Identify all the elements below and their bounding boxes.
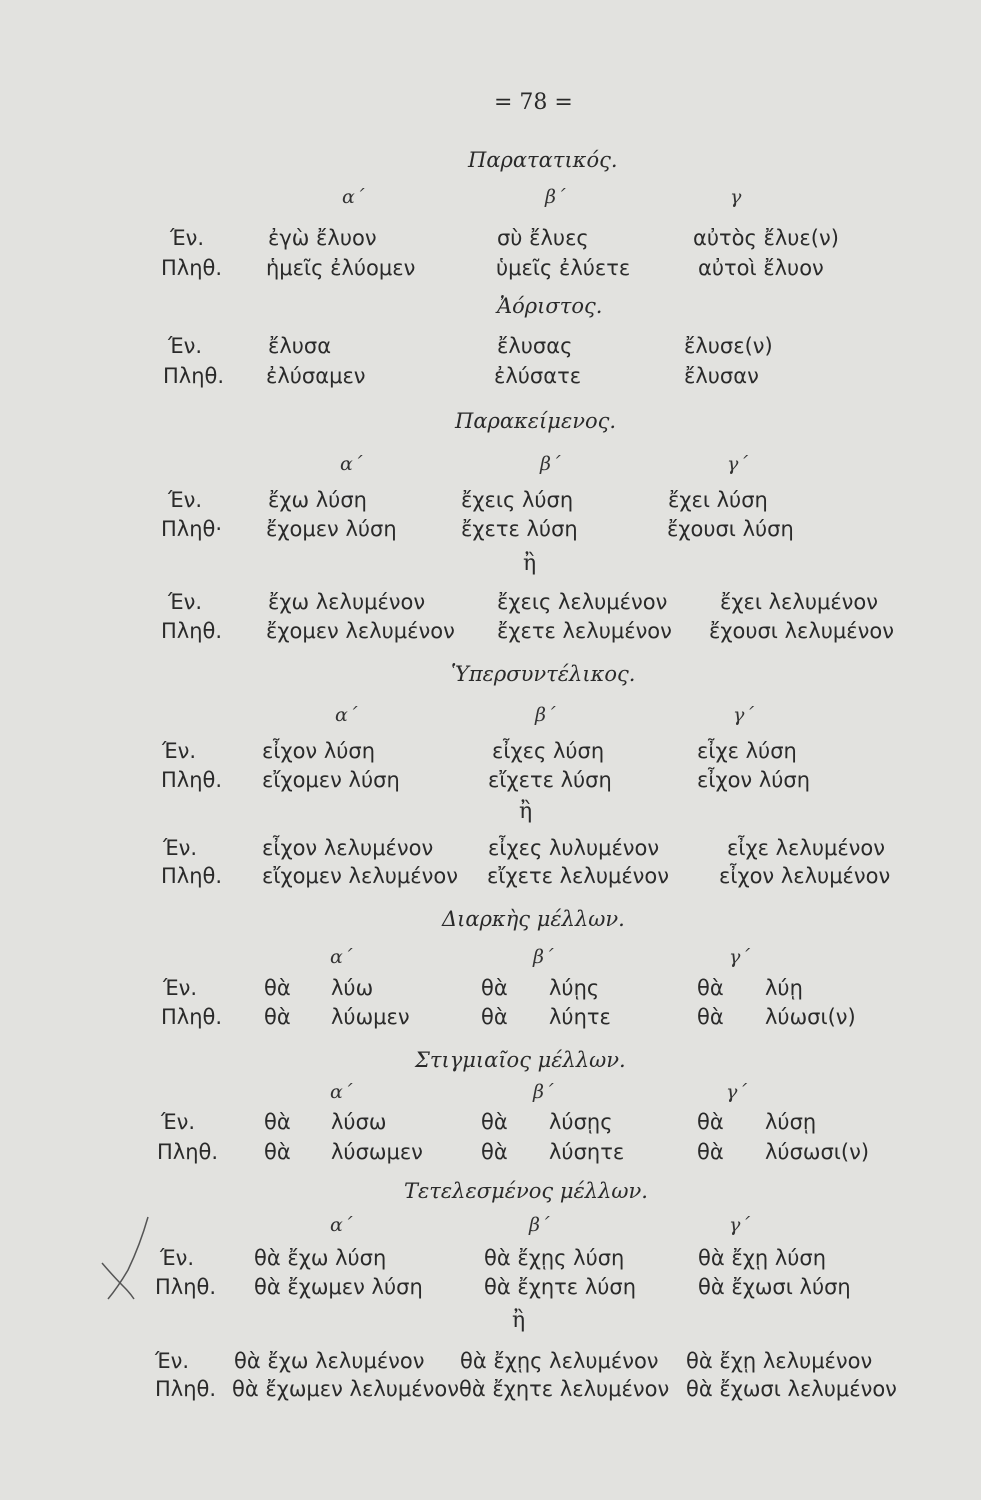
form-cell: ἔχετε λύση bbox=[461, 517, 578, 541]
form-cell: ἡμεῖς ἐλύομεν bbox=[266, 256, 416, 280]
row-label-singular: Έν. bbox=[163, 836, 198, 860]
form-cell: θὰ ἔχῃ λύση bbox=[698, 1246, 827, 1270]
form-cell: εἴχομεν λελυμένον bbox=[262, 864, 458, 888]
form-cell: λύωμεν bbox=[331, 1005, 410, 1029]
column-label: γ΄ bbox=[729, 1214, 750, 1236]
row-label-plural: Πληθ. bbox=[161, 768, 223, 792]
particle: θὰ bbox=[481, 1140, 508, 1164]
form-cell: εἶχες λυλυμένον bbox=[488, 836, 660, 860]
form-cell: ἔχεις λύση bbox=[461, 488, 574, 512]
particle: θὰ bbox=[481, 1005, 508, 1029]
form-cell: ἔχεις λελυμένον bbox=[497, 590, 668, 614]
form-cell: λύω bbox=[331, 976, 374, 1000]
column-label: β΄ bbox=[533, 1081, 554, 1103]
form-cell: λύσωμεν bbox=[331, 1140, 423, 1164]
form-cell: ἔχω λελυμένον bbox=[268, 590, 426, 614]
column-label: α΄ bbox=[330, 1214, 353, 1236]
form-cell: αὐτοὶ ἔλυον bbox=[698, 256, 824, 280]
particle: θὰ bbox=[264, 1005, 291, 1029]
row-label-plural: Πληθ. bbox=[155, 1377, 217, 1401]
form-cell: θὰ ἔχῃς λύση bbox=[484, 1246, 625, 1270]
column-label: γ΄ bbox=[733, 704, 754, 726]
form-cell: ἔχετε λελυμένον bbox=[497, 619, 672, 643]
form-cell: εἶχον λελυμένον bbox=[719, 864, 891, 888]
handwritten-cross-mark-icon bbox=[100, 1215, 160, 1300]
form-cell: ἐλύσαμεν bbox=[266, 364, 366, 388]
form-cell: ἔχει λύση bbox=[668, 488, 768, 512]
form-cell: λύσῃ bbox=[765, 1110, 817, 1134]
section-heading-aorist: Ἀόριστος. bbox=[497, 294, 603, 318]
row-label-singular: Έν. bbox=[160, 1246, 195, 1270]
alternative-marker: ἢ bbox=[523, 551, 537, 576]
particle: θὰ bbox=[264, 1110, 291, 1134]
form-cell: λύσωσι(ν) bbox=[765, 1140, 870, 1164]
row-label-singular: Έν. bbox=[168, 488, 203, 512]
row-label-plural: Πληθ. bbox=[163, 364, 225, 388]
row-label-singular: Έν. bbox=[163, 976, 198, 1000]
column-label: β΄ bbox=[533, 946, 554, 968]
row-label-plural: Πληθ. bbox=[161, 1005, 223, 1029]
particle: θὰ bbox=[264, 976, 291, 1000]
form-cell: εἴχομεν λύση bbox=[262, 768, 400, 792]
form-cell: θὰ ἔχωσι λελυμένον bbox=[686, 1377, 897, 1401]
page-number: = 78 = bbox=[494, 90, 573, 115]
form-cell: σὺ ἔλυες bbox=[497, 226, 589, 250]
row-label-plural: Πληθ. bbox=[155, 1275, 217, 1299]
column-label: γ΄ bbox=[726, 1081, 747, 1103]
form-cell: θὰ ἔχωμεν λύση bbox=[254, 1275, 423, 1299]
row-label-singular: Έν. bbox=[162, 739, 197, 763]
form-cell: λύητε bbox=[549, 1005, 611, 1029]
form-cell: εἶχον λύση bbox=[697, 768, 811, 792]
column-label: β΄ bbox=[535, 704, 556, 726]
particle: θὰ bbox=[697, 1110, 724, 1134]
particle: θὰ bbox=[481, 1110, 508, 1134]
column-label: γ΄ bbox=[729, 946, 750, 968]
form-cell: ἔχει λελυμένον bbox=[720, 590, 878, 614]
section-heading-perfect: Παρακείμενος. bbox=[455, 409, 617, 433]
row-label-singular: Έν. bbox=[168, 590, 203, 614]
form-cell: ἔλυσε(ν) bbox=[684, 334, 773, 358]
form-cell: λύσω bbox=[331, 1110, 387, 1134]
form-cell: ἔλυσας bbox=[497, 334, 573, 358]
column-label: α΄ bbox=[330, 946, 353, 968]
column-label: β΄ bbox=[529, 1214, 550, 1236]
section-heading-momentary-future: Στιγμιαῖος μέλλων. bbox=[415, 1048, 626, 1072]
particle: θὰ bbox=[481, 976, 508, 1000]
form-cell: λύῃ bbox=[765, 976, 803, 1000]
form-cell: θὰ ἔχῃ λελυμένον bbox=[686, 1349, 873, 1373]
column-label: α΄ bbox=[335, 704, 358, 726]
particle: θὰ bbox=[697, 1140, 724, 1164]
row-label-plural: Πληθ. bbox=[161, 619, 223, 643]
form-cell: λύσητε bbox=[549, 1140, 625, 1164]
particle: θὰ bbox=[264, 1140, 291, 1164]
section-heading-imperfect: Παρατατικός. bbox=[468, 148, 618, 172]
form-cell: ἔχομεν λελυμένον bbox=[266, 619, 455, 643]
column-label: β΄ bbox=[540, 453, 561, 475]
column-label: γ΄ bbox=[727, 453, 748, 475]
alternative-marker: ἢ bbox=[512, 1308, 526, 1333]
form-cell: ἔχομεν λύση bbox=[266, 517, 397, 541]
form-cell: θὰ ἔχωσι λύση bbox=[698, 1275, 851, 1299]
form-cell: ἔχουσι λύση bbox=[667, 517, 794, 541]
row-label-singular: Έν. bbox=[168, 334, 203, 358]
row-label-plural: Πληθ. bbox=[161, 864, 223, 888]
row-label-singular: Έν. bbox=[170, 226, 205, 250]
column-label: γ bbox=[730, 186, 742, 208]
form-cell: θὰ ἔχωμεν λελυμένον bbox=[232, 1377, 459, 1401]
section-heading-perfect-future: Τετελεσμένος μέλλων. bbox=[404, 1179, 648, 1203]
row-label-singular: Έν. bbox=[155, 1349, 190, 1373]
form-cell: εἴχετε λελυμένον bbox=[487, 864, 669, 888]
form-cell: ἔλυσα bbox=[268, 334, 332, 358]
section-heading-continuous-future: Διαρκὴς μέλλων. bbox=[442, 907, 625, 931]
column-label: α΄ bbox=[342, 186, 365, 208]
form-cell: εἶχον λελυμένον bbox=[262, 836, 434, 860]
form-cell: ἔχουσι λελυμένον bbox=[709, 619, 894, 643]
form-cell: εἶχε λύση bbox=[697, 739, 797, 763]
row-label-plural: Πληθ. bbox=[161, 256, 223, 280]
form-cell: αὐτὸς ἔλυε(ν) bbox=[693, 226, 839, 250]
form-cell: λύσῃς bbox=[549, 1110, 613, 1134]
column-label: α΄ bbox=[340, 453, 363, 475]
form-cell: ὑμεῖς ἐλύετε bbox=[496, 256, 631, 280]
form-cell: εἶχον λύση bbox=[262, 739, 376, 763]
particle: θὰ bbox=[697, 1005, 724, 1029]
row-label-plural: Πληθ. bbox=[157, 1140, 219, 1164]
column-label: α΄ bbox=[330, 1081, 353, 1103]
form-cell: θὰ ἔχητε λύση bbox=[484, 1275, 637, 1299]
alternative-marker: ἢ bbox=[519, 799, 533, 824]
form-cell: ἐγὼ ἔλυον bbox=[268, 226, 377, 250]
form-cell: λύῃς bbox=[549, 976, 600, 1000]
row-label-singular: Έν. bbox=[161, 1110, 196, 1134]
form-cell: λύωσι(ν) bbox=[765, 1005, 856, 1029]
form-cell: εἴχετε λύση bbox=[488, 768, 612, 792]
particle: θὰ bbox=[697, 976, 724, 1000]
form-cell: ἐλύσατε bbox=[494, 364, 582, 388]
column-label: β΄ bbox=[545, 186, 566, 208]
form-cell: θὰ ἔχητε λελυμένον bbox=[459, 1377, 670, 1401]
form-cell: θὰ ἔχῃς λελυμένον bbox=[460, 1349, 659, 1373]
form-cell: εἶχε λελυμένον bbox=[727, 836, 885, 860]
form-cell: ἔλυσαν bbox=[684, 364, 759, 388]
form-cell: θὰ ἔχω λύση bbox=[254, 1246, 387, 1270]
form-cell: ἔχω λύση bbox=[268, 488, 367, 512]
form-cell: θὰ ἔχω λελυμένον bbox=[234, 1349, 425, 1373]
form-cell: εἶχες λύση bbox=[492, 739, 605, 763]
row-label-plural: Πληθ· bbox=[161, 517, 223, 541]
section-heading-pluperfect: Ὑπερσυντέλικος. bbox=[451, 662, 636, 686]
